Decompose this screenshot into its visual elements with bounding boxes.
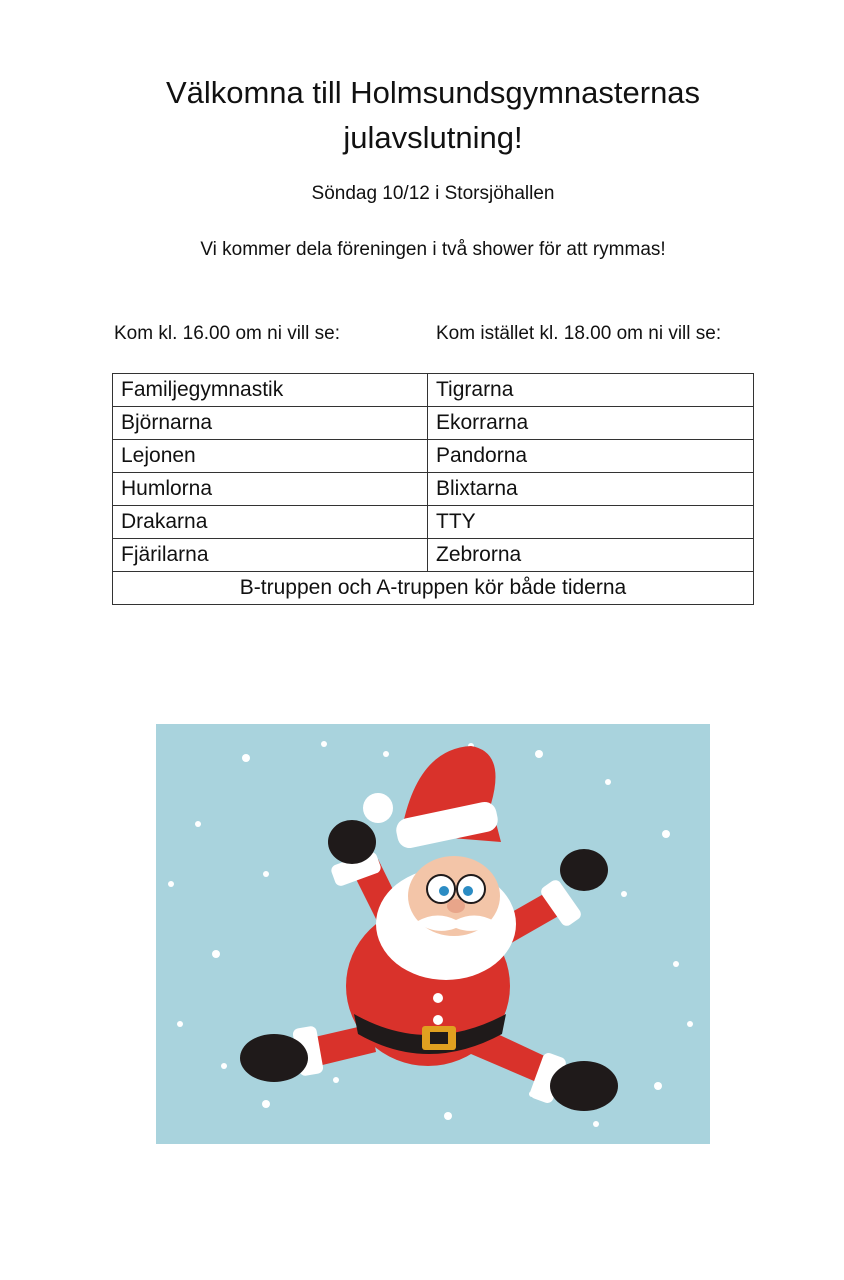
santa-button [433,993,443,1003]
santa-left-mitten [328,820,376,864]
table-row [113,539,754,572]
cell-1600: Drakarna [113,506,428,539]
both-times-note: B-truppen och A-truppen kör både tiderna [113,572,754,605]
heading-1800: Kom istället kl. 18.00 om ni vill se: [436,323,722,344]
cell-1800: Blixtarna [428,473,754,506]
date-location: Söndag 10/12 i Storsjöhallen [311,183,555,204]
table-row [113,407,754,440]
cell-1800: Tigrarna [428,374,754,407]
cell-1600: Humlorna [113,473,428,506]
title-line-1: Välkomna till Holmsundsgymnasternas [165,75,701,110]
page-title [0,70,844,160]
table-row [113,440,754,473]
heading-1600: Kom kl. 16.00 om ni vill se: [114,323,340,344]
table-row [113,473,754,506]
cell-1800: Zebrorna [428,539,754,572]
cell-1600: Familjegymnastik [113,374,428,407]
santa-right-boot [550,1061,618,1111]
santa-belt-buckle-inner [430,1032,448,1044]
title-line-2: julavslutning! [343,120,523,155]
table-row [113,506,754,539]
cell-1600: Björnarna [113,407,428,440]
cell-1800: Ekorrarna [428,407,754,440]
cell-1800: Pandorna [428,440,754,473]
santa-button [433,1015,443,1025]
cell-1600: Fjärilarna [113,539,428,572]
santa-left-pupil [439,886,449,896]
intro-text: Vi kommer dela föreningen i två shower för att rymmas! [200,239,666,260]
santa-nose [447,899,465,913]
santa-hat-pompom [363,793,393,823]
groups-table [112,373,754,605]
table-footer-row [113,572,754,605]
cell-1800: TTY [428,506,754,539]
table-row [113,374,754,407]
cell-1600: Lejonen [113,440,428,473]
santa-left-boot [240,1034,308,1082]
santa-right-pupil [463,886,473,896]
santa-right-mitten [560,849,608,891]
santa-illustration [156,724,710,1144]
